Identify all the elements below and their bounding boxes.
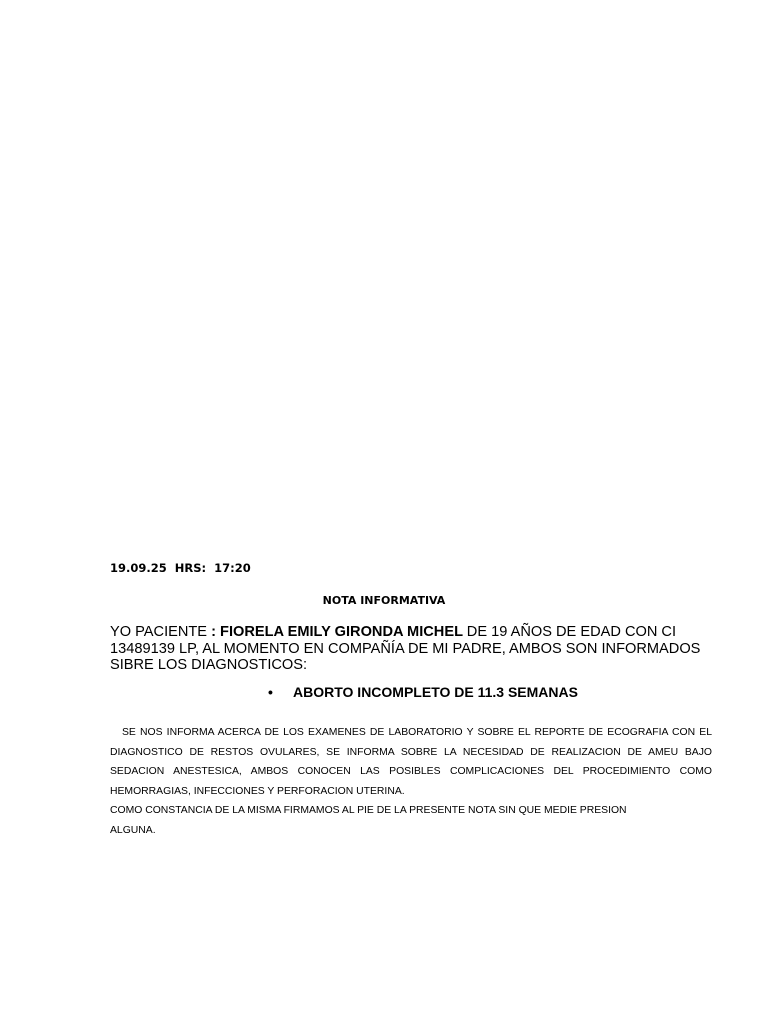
intro-details: DE 19 AÑOS DE EDAD CON CI 13489139 LP, AL MOMENTO EN COMPAÑÍA DE MI PADRE, AMBOS SON INFORMADOS SIBRE LOS DIAGNOSTICOS: [110, 624, 701, 673]
diagnosis-item [268, 684, 578, 700]
note-datetime: 19.09.25 HRS: 17:20 [110, 561, 251, 575]
constancia-paragraph: COMO CONSTANCIA DE LA MISMA FIRMAMOS AL PIE DE LA PRESENTE NOTA SIN QUE MEDIE PRESION ALGUNA. [110, 805, 627, 836]
patient-name: : FIORELA EMILY GIRONDA MICHEL [211, 624, 467, 640]
patient-intro [110, 624, 710, 674]
diagnosis-text: ABORTO INCOMPLETO DE 11.3 SEMANAS [293, 684, 578, 700]
information-paragraph: SE NOS INFORMA ACERCA DE LOS EXAMENES DE LABORATORIO Y SOBRE EL REPORTE DE ECOGRAFIA CON EL DIAGNOSTICO DE RESTOS OVULARES, SE INFORMA SOBRE LA NECESIDAD DE REALIZACION DE AMEU BAJO SEDACION ANESTESICA, AMBOS CONOCEN LAS POSIBLES COMPLICACIONES DEL PROCEDIMIENTO COMO HEMORRAGIAS, INFECCIONES Y PERFORACION UTERINA. [110, 727, 712, 797]
note-title: NOTA INFORMATIVA [322, 594, 446, 607]
intro-prefix: YO PACIENTE [110, 624, 212, 640]
note-body [110, 723, 712, 840]
bullet-icon: • [268, 684, 273, 700]
